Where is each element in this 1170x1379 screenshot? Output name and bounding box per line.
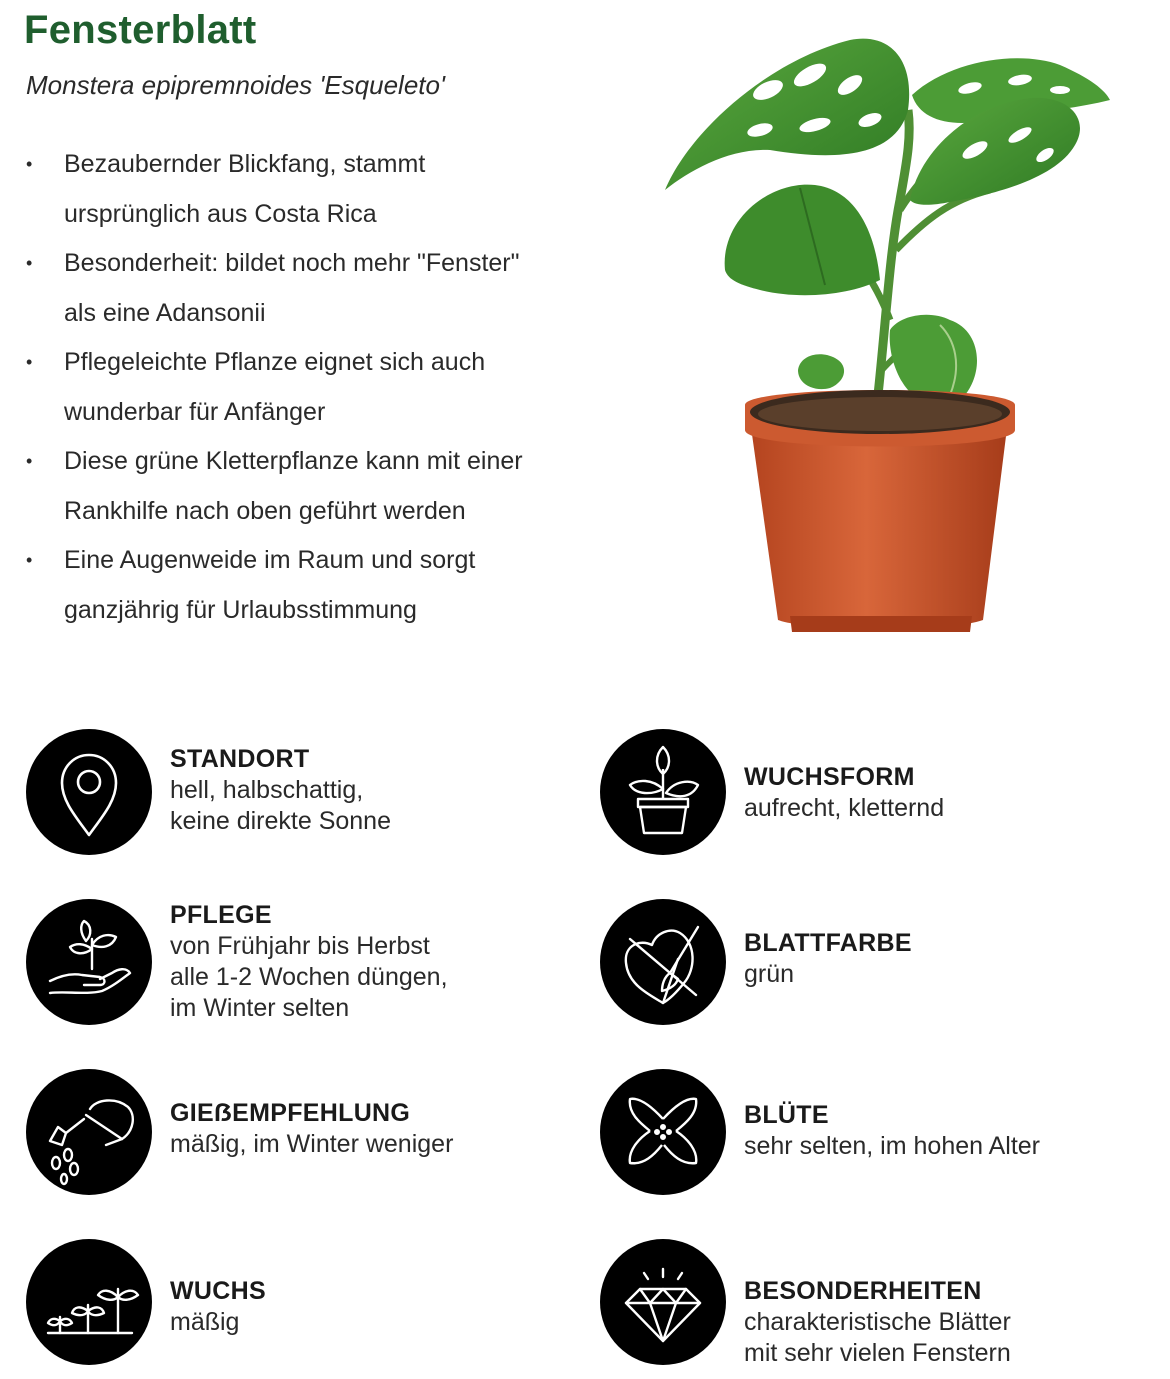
feature-standort <box>26 729 566 869</box>
monstera-plant-image <box>650 20 1120 660</box>
feature-bluete <box>600 1069 1140 1209</box>
feature-heading: PFLEGE <box>170 901 272 929</box>
bullet-dot-icon: • <box>26 253 33 273</box>
seedlings-icon <box>26 1239 152 1365</box>
feature-heading: GIEẞEMPFEHLUNG <box>170 1099 411 1127</box>
product-title: Fensterblatt <box>24 8 257 52</box>
watering-can-icon <box>26 1069 152 1195</box>
feature-heading: BLÜTE <box>744 1101 829 1129</box>
bullet-dot-icon: • <box>26 550 33 570</box>
potted-plant-icon <box>600 729 726 855</box>
feature-heading: WUCHSFORM <box>744 763 915 791</box>
bullet-line: Besonderheit: bildet noch mehr "Fenster" <box>64 249 520 277</box>
bullet-line: ursprünglich aus Costa Rica <box>64 199 377 228</box>
bullet-dot-icon: • <box>26 451 33 471</box>
feature-description: sehr selten, im hohen Alter <box>744 1132 1040 1160</box>
feature-heading: STANDORT <box>170 745 310 773</box>
bullet-item <box>22 338 582 437</box>
feature-heading: WUCHS <box>170 1277 266 1305</box>
feature-besonderheiten <box>600 1239 1140 1379</box>
feature-heading: BLATTFARBE <box>744 929 912 957</box>
bullet-line: Diese grüne Kletterpflanze kann mit einer <box>64 447 523 475</box>
location-pin-icon <box>26 729 152 855</box>
feature-heading: BESONDERHEITEN <box>744 1277 982 1305</box>
bullet-line: Bezaubernder Blickfang, stammt <box>64 150 426 178</box>
bullet-dot-icon: • <box>26 154 33 174</box>
feature-wuchs <box>26 1239 566 1379</box>
bullet-line: als eine Adansonii <box>64 298 266 327</box>
feature-description: mäßig, im Winter weniger <box>170 1130 454 1158</box>
feature-description: von Frühjahr bis Herbst alle 1-2 Wochen düngen, im Winter selten <box>170 932 448 1022</box>
feature-pflege <box>26 899 566 1039</box>
bullet-item <box>22 536 582 635</box>
feature-giessempfehlung <box>26 1069 566 1209</box>
feature-bullet-list <box>22 140 582 635</box>
bullet-line: Eine Augenweide im Raum und sorgt <box>64 546 476 574</box>
feature-description: mäßig <box>170 1308 240 1336</box>
flower-icon <box>600 1069 726 1195</box>
feature-description: aufrecht, kletternd <box>744 794 945 822</box>
feature-description: charakteristische Blätter mit sehr vielen Fenstern <box>744 1308 1011 1367</box>
bullet-line: wunderbar für Anfänger <box>64 397 326 426</box>
feature-description: hell, halbschattig, keine direkte Sonne <box>170 776 391 835</box>
bullet-line: Rankhilfe nach oben geführt werden <box>64 496 466 525</box>
bullet-item <box>22 140 582 239</box>
bullet-item <box>22 437 582 536</box>
feature-blattfarbe <box>600 899 1140 1039</box>
feature-description: grün <box>744 960 795 988</box>
bullet-line: ganzjährig für Urlaubsstimmung <box>64 595 417 624</box>
bullet-item <box>22 239 582 338</box>
hand-sprout-icon <box>26 899 152 1025</box>
diamond-icon <box>600 1239 726 1365</box>
bullet-line: Pflegeleichte Pflanze eignet sich auch <box>64 348 486 376</box>
leaf-brush-icon <box>600 899 726 1025</box>
bullet-dot-icon: • <box>26 352 33 372</box>
feature-wuchsform <box>600 729 1140 869</box>
botanical-name: Monstera epipremnoides 'Esqueleto' <box>26 70 445 100</box>
